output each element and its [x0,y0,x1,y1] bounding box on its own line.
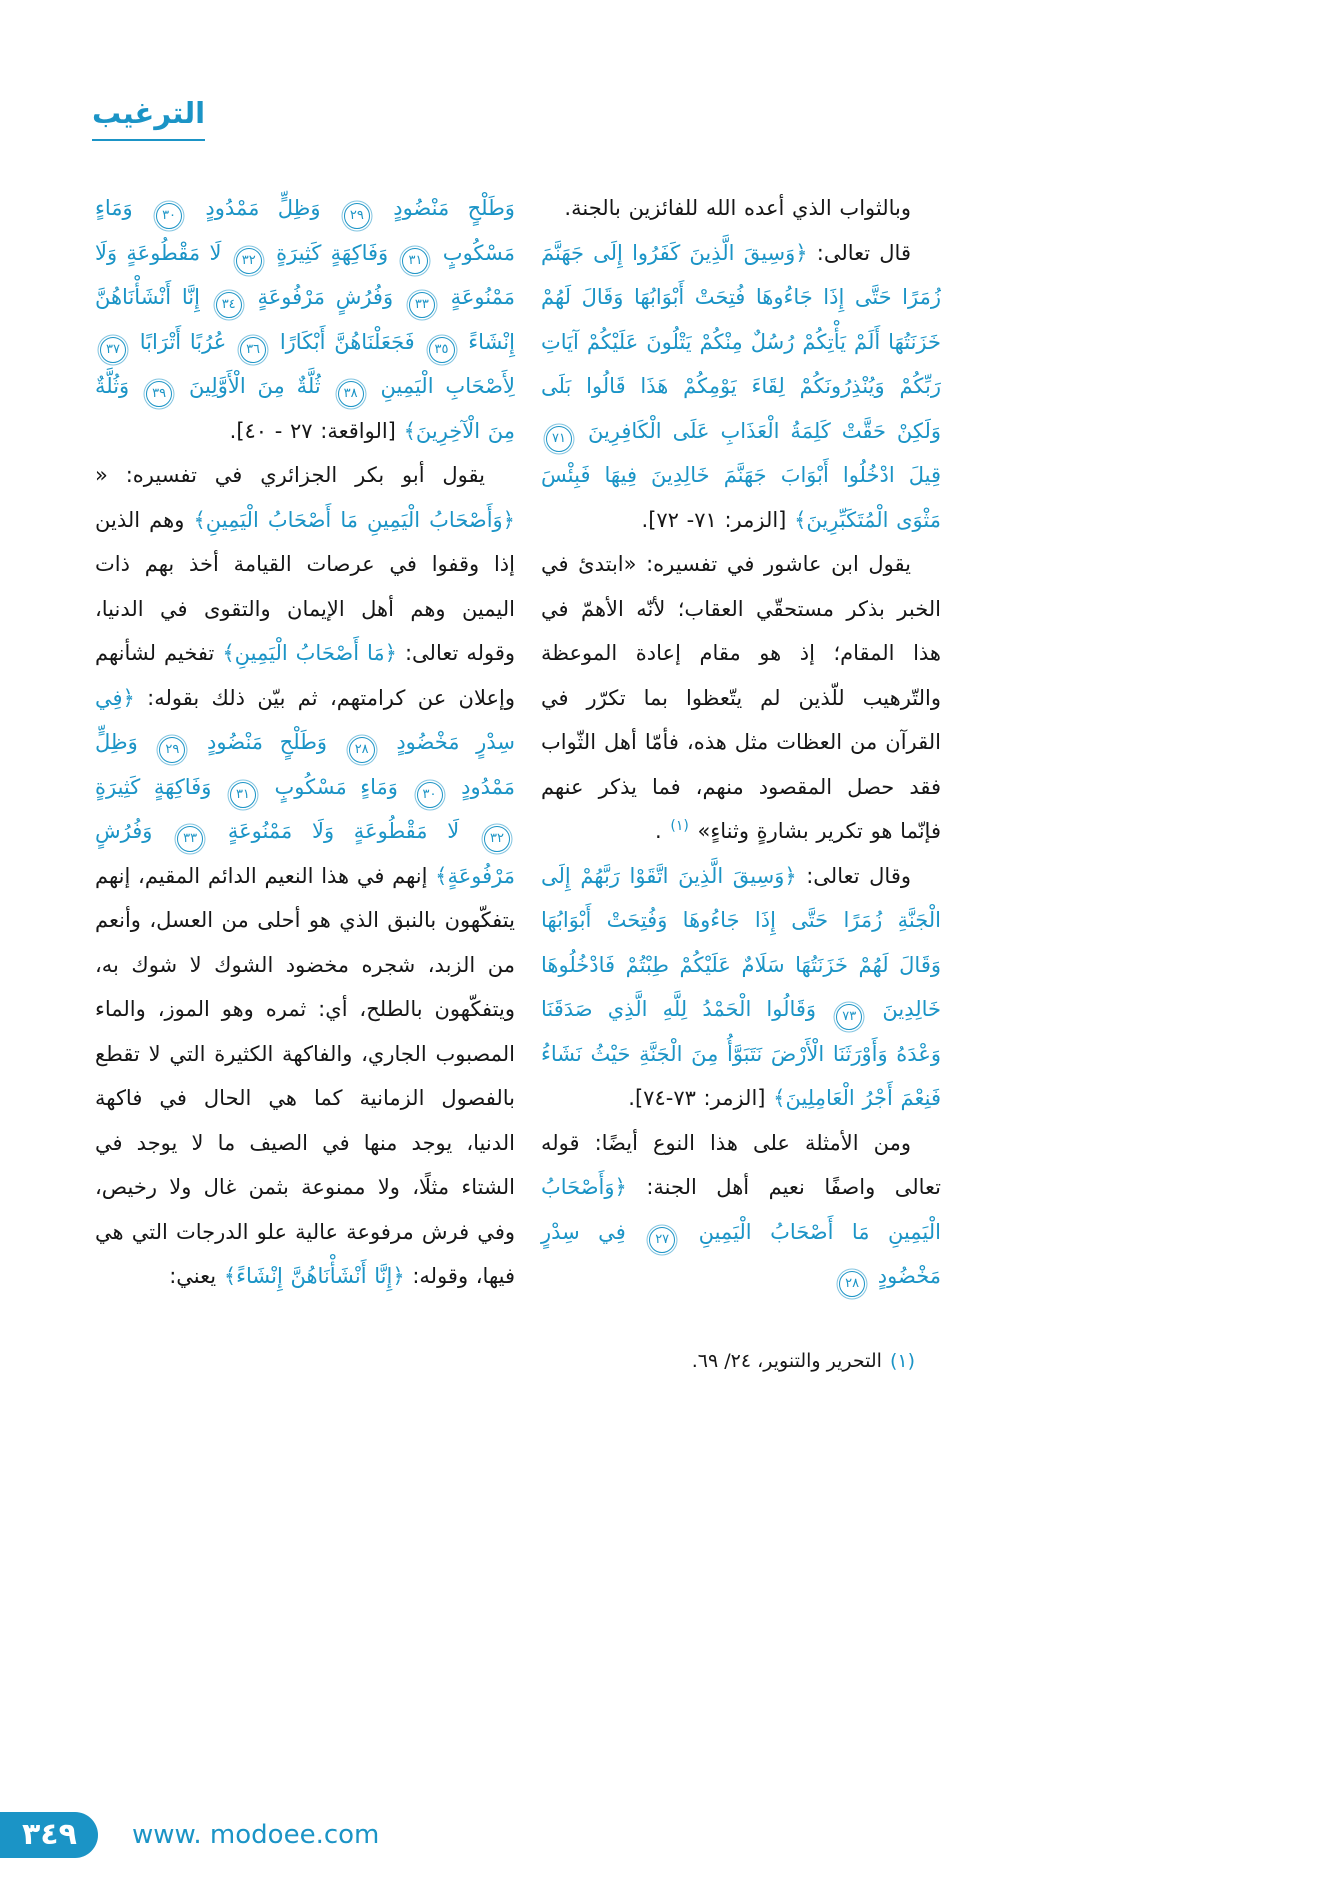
quran-text: وَطَلْحٍ مَنْضُودٍ [207,730,328,755]
ayah-number-marker: ٣٨ [338,381,364,407]
column-right [541,186,941,1379]
ayah-number-marker: ٣٩ [146,381,172,407]
ayah-number-marker: ٣٠ [417,782,443,808]
body-text: إنهم في هذا النعيم الدائم المقيم، إنهم يتفكّهون بالنبق الذي هو أحلى من العسل، وأنعم من الزبد، شجره مخضود الشوك لا شوك به، ويتفكّهون بالطلح، أي: ثمره وهو الموز، والماء المصبوب الجاري، والفاكهة الكثيرة التي لا تقطع بالفصول الزمانية كما هي الحال في فاكهة الدنيا، يوجد منها في الصيف ما لا يوجد في الشتاء مثلًا، ولا ممنوعة بثمن غال ولا رخيص، وفي فرش مرفوعة عالية علو الدرجات التي هي فيها، وقوله: [95,863,515,1289]
paragraph-commentary [95,453,515,1299]
ayah-number-marker: ٣٣ [177,826,203,852]
paragraph [541,186,941,231]
paragraph-commentary [541,542,941,854]
ayah-number-marker: ٣٢ [484,826,510,852]
body-text: وهم الذين إذا وقفوا في عرصات القيامة أخذ بهم ذات اليمين وهم أهل الإيمان والتقوى في الدنيا، وقوله تعالى: [95,507,516,666]
quran-text: ﴿وَأَصْحَابُ الْيَمِينِ مَا أَصْحَابُ الْيَمِينِ﴾ [193,507,515,532]
ayah-number-marker: ٣١ [402,248,428,274]
quran-text: ﴿إِنَّا أَنْشَأْنَاهُنَّ إِنْشَاءً﴾ [223,1264,405,1289]
quran-text: وَظِلٍّ مَمْدُودٍ [95,730,515,799]
quran-text: وَثُلَّةٌ مِنَ الْآخِرِينَ﴾ [95,374,515,443]
quran-text: وَقَالُوا الْحَمْدُ لِلَّهِ الَّذِي صَدَقَنَا وَعْدَهُ وَأَوْرَثَنَا الْأَرْضَ نَتَبَوَّأُ مِنَ الْجَنَّةِ حَيْثُ نَشَاءُ فَنِعْمَ أَجْرُ الْعَامِلِينَ﴾ [541,997,941,1111]
page-content [95,186,941,1379]
quran-text: فِي سِدْرٍ مَخْضُودٍ [541,1219,941,1289]
paragraph-quran-quote [541,854,941,1121]
running-header [92,96,205,141]
quran-text: وَمَاءٍ مَسْكُوبٍ [95,196,515,265]
body-text: ومن الأمثلة على هذا النوع أيضًا: قوله تعالى واصفًا نعيم أهل الجنة: [541,1130,941,1200]
page-number: ٣٤٩ [22,1817,77,1852]
quran-text: لِأَصْحَابِ الْيَمِينِ [380,374,515,399]
column-left [95,186,515,1379]
quran-text: وَفُرُشٍ مَرْفُوعَةٍ﴾ [95,819,515,888]
ayah-number-marker: ٧١ [546,426,572,452]
ayah-number-marker: ٢٩ [159,737,185,763]
ayah-number-marker: ٧٣ [836,1004,862,1030]
quran-text: ثُلَّةٌ مِنَ الْأَوَّلِينَ [188,374,321,399]
body-text: يعني: [169,1264,217,1289]
quran-text: وَفُرُشٍ مَرْفُوعَةٍ [257,285,394,310]
paragraph-quran-quote [95,186,515,453]
ayah-number-marker: ٣٢ [236,248,262,274]
quran-text: وَطَلْحٍ مَنْضُودٍ [393,196,515,220]
footnote-text: التحرير والتنوير، ٢٤/ ٦٩. [691,1349,882,1372]
footnote-number: (١) [889,1349,915,1372]
body-text: يقول ابن عاشور في تفسيره: «ابتدئ في الخبر بذكر مستحقّي العقاب؛ لأنّه الأهمّ في هذا المقام؛ إذ هو مقام إعادة الموعظة والتّرهيب للّذين لم يتّعظوا بما تكرّر في القرآن من العظات مثل هذه، فأمّا أهل الثّواب فقد حصل المقصود منهم، فما يذكر عنهم فإنّما هو تكرير بشارةٍ وثناءٍ» [541,552,941,844]
body-text: [الزمر: ٧٣-٧٤]. [628,1086,766,1111]
footnote-ref-marker: (١) [670,818,689,835]
website-url: www. modoee.com [132,1820,380,1850]
quran-text: ﴿فِي سِدْرٍ مَخْضُودٍ [95,685,515,755]
ayah-number-marker: ٣٣ [409,292,435,318]
body-text: [الواقعة: ٢٧ - ٤٠]. [229,418,396,443]
ayah-number-marker: ٢٧ [649,1227,675,1253]
body-text: قال تعالى: [807,240,911,265]
running-header-title: الترغيب [92,96,205,141]
body-text: وبالثواب الذي أعده الله للفائزين بالجنة. [564,196,911,220]
ayah-number-marker: ٢٨ [839,1271,865,1297]
ayah-number-marker: ٣١ [230,782,256,808]
body-text: يقول أبو بكر الجزائري في تفسيره: « [95,463,485,488]
body-text: [الزمر: ٧١- ٧٢]. [641,507,787,532]
quran-text: ﴿مَا أَصْحَابُ الْيَمِينِ﴾ [222,641,397,666]
quran-text: فَجَعَلْنَاهُنَّ أَبْكَارًا [279,329,415,354]
ayah-number-marker: ٢٨ [349,737,375,763]
ayah-number-marker: ٣٤ [216,292,242,318]
paragraph [541,1121,941,1299]
ayah-number-marker: ٣٧ [100,337,126,363]
footnote [541,1343,941,1379]
quran-text: وَمَاءٍ مَسْكُوبٍ [274,774,398,799]
quran-text: لَا مَقْطُوعَةٍ وَلَا مَمْنُوعَةٍ [227,819,460,844]
ayah-number-marker: ٣٠ [156,203,182,229]
ayah-number-marker: ٢٩ [344,203,370,229]
quran-text: لَا مَقْطُوعَةٍ وَلَا مَمْنُوعَةٍ [95,240,515,310]
quran-text: قِيلَ ادْخُلُوا أَبْوَابَ جَهَنَّمَ خَالِدِينَ فِيهَا فَبِئْسَ مَثْوَى الْمُتَكَبِّرِينَ﴾ [541,463,941,532]
quran-text: وَفَاكِهَةٍ كَثِيرَةٍ [95,774,212,799]
body-text: . [654,819,662,844]
quran-text: ﴿وَسِيقَ الَّذِينَ كَفَرُوا إِلَى جَهَنَّمَ زُمَرًا حَتَّى إِذَا جَاءُوهَا فُتِحَتْ أَبْوَابُهَا وَقَالَ لَهُمْ خَزَنَتُهَا أَلَمْ يَأْتِكُمْ رُسُلٌ مِنْكُمْ يَتْلُونَ عَلَيْكُمْ آيَاتِ رَبِّكُمْ وَيُنْذِرُونَكُمْ لِقَاءَ يَوْمِكُمْ هَذَا قَالُوا بَلَى وَلَكِنْ حَقَّتْ كَلِمَةُ الْعَذَابِ عَلَى الْكَافِرِينَ [541,240,942,443]
body-text: وقال تعالى: [796,863,911,888]
quran-text: وَظِلٍّ مَمْدُودٍ [205,196,321,220]
body-text: تفخيم لشأنهم وإعلان عن كرامتهم، ثم بيّن ذلك بقوله: [95,641,515,710]
ayah-number-marker: ٣٦ [240,337,266,363]
quran-text: ﴿وَأَصْحَابُ الْيَمِينِ مَا أَصْحَابُ الْيَمِينِ [541,1175,941,1244]
quran-text: عُرُبًا أَتْرَابًا [139,329,227,354]
paragraph-quran-quote [541,231,941,543]
ayah-number-marker: ٣٥ [429,337,455,363]
quran-text: وَفَاكِهَةٍ كَثِيرَةٍ [276,240,389,265]
quran-text: ﴿وَسِيقَ الَّذِينَ اتَّقَوْا رَبَّهُمْ إِلَى الْجَنَّةِ زُمَرًا حَتَّى إِذَا جَاءُوهَا وَفُتِحَتْ أَبْوَابُهَا وَقَالَ لَهُمْ خَزَنَتُهَا سَلَامٌ عَلَيْكُمْ طِبْتُمْ فَادْخُلُوهَا خَالِدِينَ [541,863,941,1022]
quran-text: إِنَّا أَنْشَأْنَاهُنَّ إِنْشَاءً [95,285,515,354]
